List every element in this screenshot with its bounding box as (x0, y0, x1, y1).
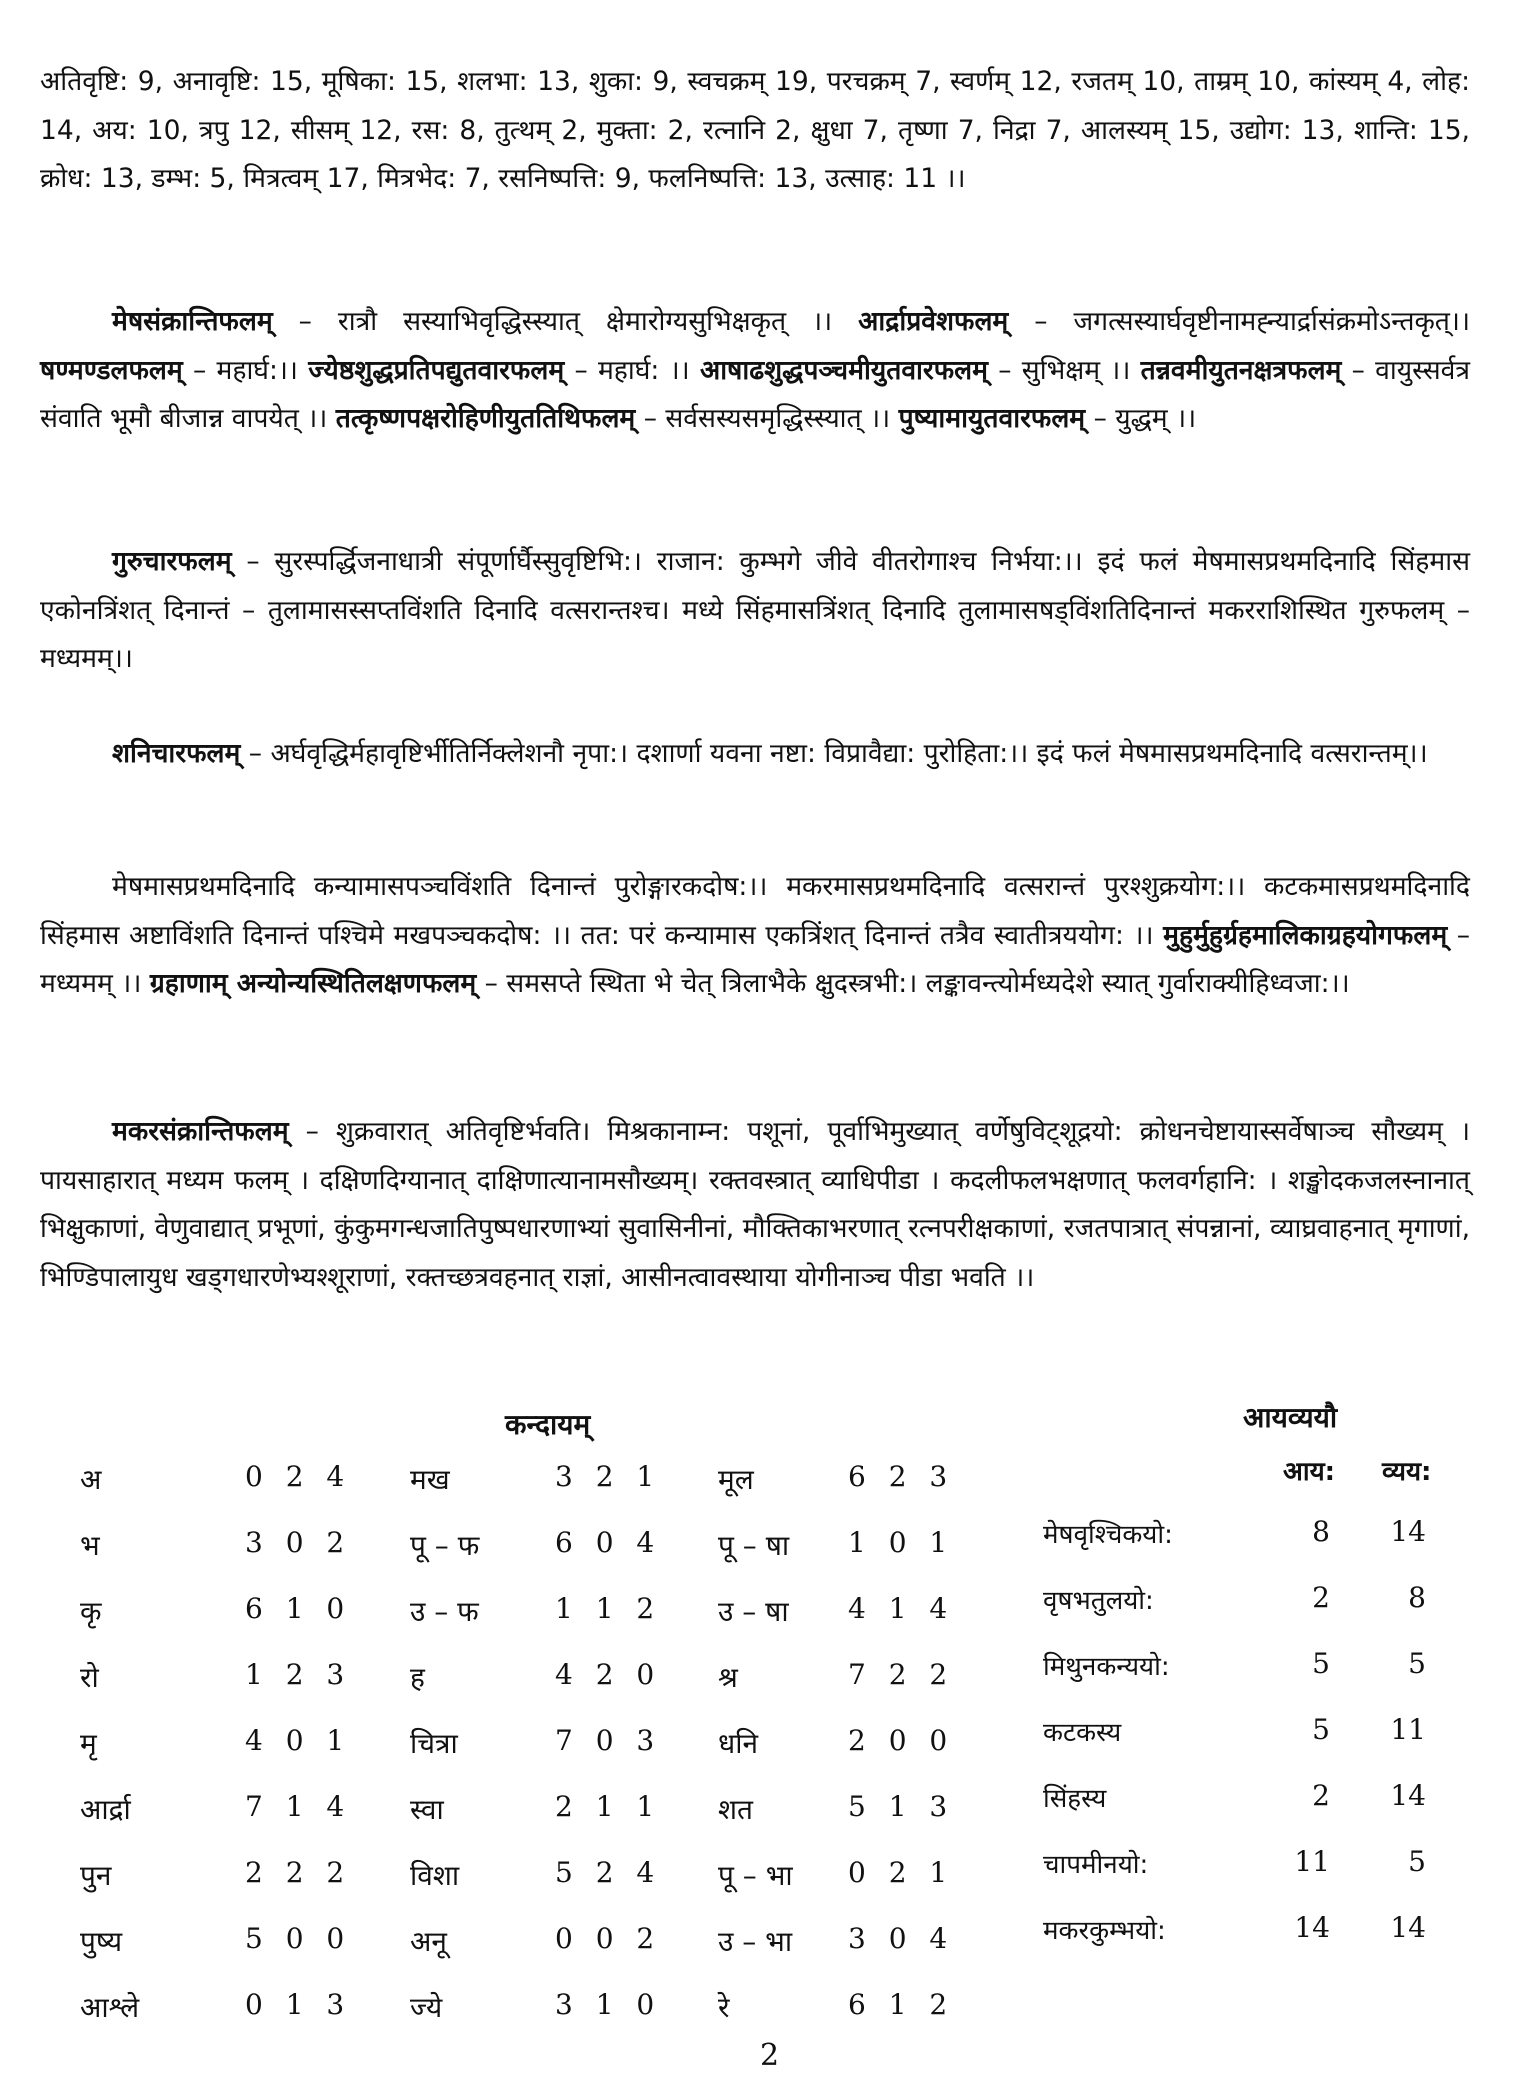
aya-header: आय: (1283, 1457, 1336, 1487)
kandayam-nakshatra: मख (410, 1463, 450, 1496)
ayavyaya-title: आयव्ययौ (1243, 1401, 1338, 1434)
kandayam-nakshatra: पुन (80, 1859, 112, 1892)
paragraph-planetary-yogas (40, 863, 1470, 1009)
kandayam-value: 1 0 1 (848, 1526, 955, 1559)
paragraph-guru-chara (40, 538, 1470, 684)
paragraph-text: – सुरस्पर्द्धिजनाधात्री संपूर्णार्घैस्सुवृष्टिभि:। राजान: कुम्भगे जीवे वीतरोगाश्च निर्भया:।। इदं फलं मेषमासप्रथमदिनादि सिंहमास एकोनत्रिंशत् दिनान्तं – तुलामासस्सप्तविंशति दिनादि वत्सरान्तश्च। मध्ये सिंहमासत्रिंशत् दिनादि तुलामासषड्विंशतिदिनान्तं मकरराशिस्थित गुरुफलम् – मध्यमम्।। (40, 546, 1470, 674)
aya-value: 14 (1294, 1911, 1330, 1944)
vyaya-value: 5 (1408, 1647, 1426, 1680)
section-heading: तन्नवमीयुतनक्षत्रफलम् (1140, 354, 1342, 386)
vyaya-value: 14 (1390, 1779, 1426, 1812)
section-heading: मेषसंक्रान्तिफलम् (112, 306, 273, 337)
kandayam-value: 1 2 3 (245, 1658, 352, 1691)
section-heading: ज्येष्ठशुद्धप्रतिपद्युतवारफलम् (308, 354, 565, 386)
paragraph-shani-chara (40, 730, 1470, 779)
paragraph-text: – रात्रौ सस्याभिवृद्धिस्स्यात् क्षेमारोग्यसुभिक्षकृत् ।। (272, 306, 859, 337)
kandayam-value: 2 0 0 (848, 1724, 955, 1757)
aya-value: 11 (1294, 1845, 1330, 1878)
section-heading: ग्रहाणाम् अन्योन्यस्थितिलक्षणफलम् (149, 968, 477, 999)
kandayam-nakshatra: उ – षा (718, 1595, 789, 1628)
paragraph-text: – सर्वसस्यसमृद्धिस्स्यात् ।। (635, 403, 899, 434)
section-heading: आषाढशुद्धपञ्चमीयुतवारफलम् (699, 354, 988, 386)
kandayam-value: 2 1 1 (555, 1790, 662, 1823)
vyaya-value: 14 (1390, 1911, 1426, 1944)
kandayam-nakshatra: पुष्य (80, 1925, 123, 1958)
kandayam-value: 4 0 1 (245, 1724, 352, 1757)
vyaya-value: 5 (1408, 1845, 1426, 1878)
aya-value: 2 (1312, 1581, 1330, 1614)
section-heading: शनिचारफलम् (112, 738, 241, 769)
aya-value: 5 (1312, 1647, 1330, 1680)
kandayam-nakshatra: ज्ये (410, 1991, 443, 2024)
kandayam-value: 6 1 0 (245, 1592, 352, 1625)
kandayam-nakshatra: मृ (80, 1727, 97, 1760)
section-heading: तत्कृष्णपक्षरोहिणीयुततिथिफलम् (335, 403, 636, 434)
vyaya-value: 8 (1408, 1581, 1426, 1614)
section-heading: मुहुर्मुहुर्ग्रहमालिकाग्रहयोगफलम् (1163, 919, 1448, 951)
kandayam-value: 6 1 2 (848, 1988, 955, 2021)
kandayam-value: 1 1 2 (555, 1592, 662, 1625)
paragraph-makara-sankranti (40, 1108, 1470, 1302)
ayavyaya-rashi: सिंहस्य (1043, 1784, 1107, 1814)
paragraph-text: – जगत्सस्यार्घवृष्टीनामह्न्यार्द्रासंक्रमोऽन्तकृत्।। (1008, 306, 1471, 337)
kandayam-value: 3 0 4 (848, 1922, 955, 1955)
kandayam-value: 0 0 2 (555, 1922, 662, 1955)
section-heading: आर्द्राप्रवेशफलम् (858, 306, 1009, 337)
ayavyaya-rashi: वृषभतुलयो: (1043, 1586, 1154, 1616)
paragraph-text: – शुक्रवारात् अतिवृष्टिर्भवति। मिश्रकानाम्न: पशूनां, पूर्वाभिमुख्यात् वर्णेषुविट्शूद्रयो: क्रोधनचेष्टायास्सर्वेषाञ्च सौख्यम् । पायसाहारात् मध्यम फलम् । दक्षिणदिग्यानात् दाक्षिणात्यानामसौख्यम्। रक्तवस्त्रात् व्याधिपीडा । कदलीफलभक्षणात् फलवर्गहानि: । शङ्खोदकजलस्नानात् भिक्षुकाणां, वेणुवाद्यात् प्रभूणां, कुंकुमगन्धजातिपुष्पधारणाभ्यां सुवासिनीनां, मौक्तिकाभरणात् रत्नपरीक्षकाणां, रजतपात्रात् संपन्नानां, व्याघ्रवाहनात् मृगाणां, भिण्डिपालायुध खड्गधारणेभ्यश्शूराणां, रक्तच्छत्रवहनात् राज्ञां, आसीनत्वावस्थाया योगीनाञ्च पीडा भवति ।। (40, 1116, 1470, 1293)
ayavyaya-rashi: कटकस्य (1043, 1718, 1122, 1748)
vyaya-value: 11 (1390, 1713, 1426, 1746)
kandayam-value: 5 2 4 (555, 1856, 662, 1889)
kandayam-nakshatra: चित्रा (410, 1727, 458, 1760)
ayavyaya-rashi: मिथुनकन्ययो: (1043, 1652, 1170, 1682)
kandayam-value: 7 1 4 (245, 1790, 352, 1823)
kandayam-value: 5 1 3 (848, 1790, 955, 1823)
kandayam-value: 3 2 1 (555, 1460, 662, 1493)
kandayam-value: 7 2 2 (848, 1658, 955, 1691)
kandayam-nakshatra: शत (718, 1793, 754, 1826)
kandayam-value: 3 0 2 (245, 1526, 352, 1559)
paragraph-text: – अर्घवृद्धिर्महावृष्टिर्भीतिर्निक्लेशनौ नृपा:। दशार्णा यवना नष्टा: विप्रावैद्या: पुरोहिता:।। इदं फलं मेषमासप्रथमदिनादि वत्सरान्तम्।। (240, 738, 1428, 769)
ayavyaya-rashi: मेषवृश्चिकयो: (1043, 1520, 1173, 1550)
kandayam-value: 6 2 3 (848, 1460, 955, 1493)
kandayam-value: 6 0 4 (555, 1526, 662, 1559)
kandayam-nakshatra: पू – भा (718, 1859, 793, 1892)
kandayam-value: 0 1 3 (245, 1988, 352, 2021)
kandayam-nakshatra: भ (80, 1529, 100, 1562)
paragraph-text: – महार्घ:।। (182, 354, 309, 386)
kandayam-nakshatra: अनू (410, 1925, 447, 1958)
kandayam-nakshatra: पू – षा (718, 1529, 790, 1562)
kandayam-nakshatra: आर्द्रा (80, 1793, 131, 1826)
kandayam-nakshatra: स्वा (410, 1793, 444, 1826)
kandayam-nakshatra: ह (410, 1661, 425, 1694)
page-number: 2 (760, 2038, 780, 2073)
kandayam-nakshatra: रो (80, 1661, 99, 1694)
section-heading: षण्मण्डलफलम् (40, 354, 183, 386)
paragraph-omens-list (40, 58, 1470, 204)
kandayam-value: 0 2 1 (848, 1856, 955, 1889)
paragraph-text: मेषमासप्रथमदिनादि कन्यामासपञ्चविंशति दिनान्तं पुरोङ्गारकदोष:।। मकरमासप्रथमदिनादि वत्सरान्तं पुरश्शुक्रयोग:।। कटकमासप्रथमदिनादि सिंहमास अष्टाविंशति दिनान्तं पश्चिमे मखपञ्चकदोष: ।। तत: परं कन्यामास एकत्रिंशत् दिनान्तं तत्रैव स्वातीत्रययोग: ।। (40, 871, 1470, 951)
paragraph-text: – वायुस्सर्वत्र संवाति भूमौ बीजान्न वापयेत् ।। (40, 354, 1470, 434)
paragraph-text: – मध्यमम् ।। (40, 919, 1470, 999)
ayavyaya-rashi: मकरकुम्भयो: (1043, 1916, 1166, 1946)
section-heading: गुरुचारफलम् (112, 546, 232, 577)
kandayam-nakshatra: उ – फ (410, 1595, 479, 1628)
aya-value: 2 (1312, 1779, 1330, 1812)
paragraph-text: – महार्घ: ।। (564, 354, 700, 386)
kandayam-value: 7 0 3 (555, 1724, 662, 1757)
paragraph-text: – युद्धम् ।। (1085, 403, 1197, 434)
kandayam-value: 5 0 0 (245, 1922, 352, 1955)
kandayam-value: 3 1 0 (555, 1988, 662, 2021)
kandayam-nakshatra: रे (718, 1991, 730, 2024)
kandayam-nakshatra: पू – फ (410, 1529, 480, 1562)
kandayam-value: 2 2 2 (245, 1856, 352, 1889)
kandayam-title: कन्दायम् (505, 1408, 591, 1441)
vyaya-value: 14 (1390, 1515, 1426, 1548)
kandayam-nakshatra: धनि (718, 1727, 759, 1760)
aya-value: 5 (1312, 1713, 1330, 1746)
paragraph-text: – समसप्ते स्थिता भे चेत् त्रिलाभैके क्षुदस्त्रभी:। लङ्कावन्त्योर्मध्यदेशे स्यात् गुर्वाराक्यीहिध्वजा:।। (476, 968, 1350, 999)
kandayam-value: 0 2 4 (245, 1460, 352, 1493)
paragraph-text: – सुभिक्षम् ।। (988, 354, 1141, 386)
kandayam-nakshatra: अ (80, 1463, 102, 1496)
paragraph-text: अतिवृष्टि: 9, अनावृष्टि: 15, मूषिका: 15, शलभा: 13, शुका: 9, स्वचक्रम् 19, परचक्रम् 7, स्वर्णम् 12, रजतम् 10, ताम्रम् 10, कांस्यम् 4, लोह: 14, अय: 10, त्रपु 12, सीसम् 12, रस: 8, तुत्थम् 2, मुक्ता: 2, रत्नानि 2, क्षुधा 7, तृष्णा 7, निद्रा 7, आलस्यम् 15, उद्योग: 13, शान्ति: 15, क्रोध: 13, डम्भ: 5, मित्रत्वम् 17, मित्रभेद: 7, रसनिष्पत्ति: 9, फलनिष्पत्ति: 13, उत्साह: 11 ।। (40, 66, 1470, 194)
section-heading: पुष्यामायुतवारफलम् (898, 403, 1086, 434)
kandayam-nakshatra: कृ (80, 1595, 102, 1628)
paragraph-mesha-sankranti (40, 298, 1470, 444)
kandayam-nakshatra: आश्ले (80, 1991, 140, 2024)
kandayam-nakshatra: उ – भा (718, 1925, 793, 1958)
kandayam-value: 4 2 0 (555, 1658, 662, 1691)
kandayam-value: 4 1 4 (848, 1592, 955, 1625)
kandayam-nakshatra: श्र (718, 1661, 738, 1694)
vyaya-header: व्यय: (1382, 1457, 1432, 1487)
kandayam-nakshatra: मूल (718, 1463, 754, 1496)
aya-value: 8 (1312, 1515, 1330, 1548)
section-heading: मकरसंक्रान्तिफलम् (112, 1116, 289, 1147)
kandayam-nakshatra: विशा (410, 1859, 460, 1892)
ayavyaya-rashi: चापमीनयो: (1043, 1850, 1149, 1880)
